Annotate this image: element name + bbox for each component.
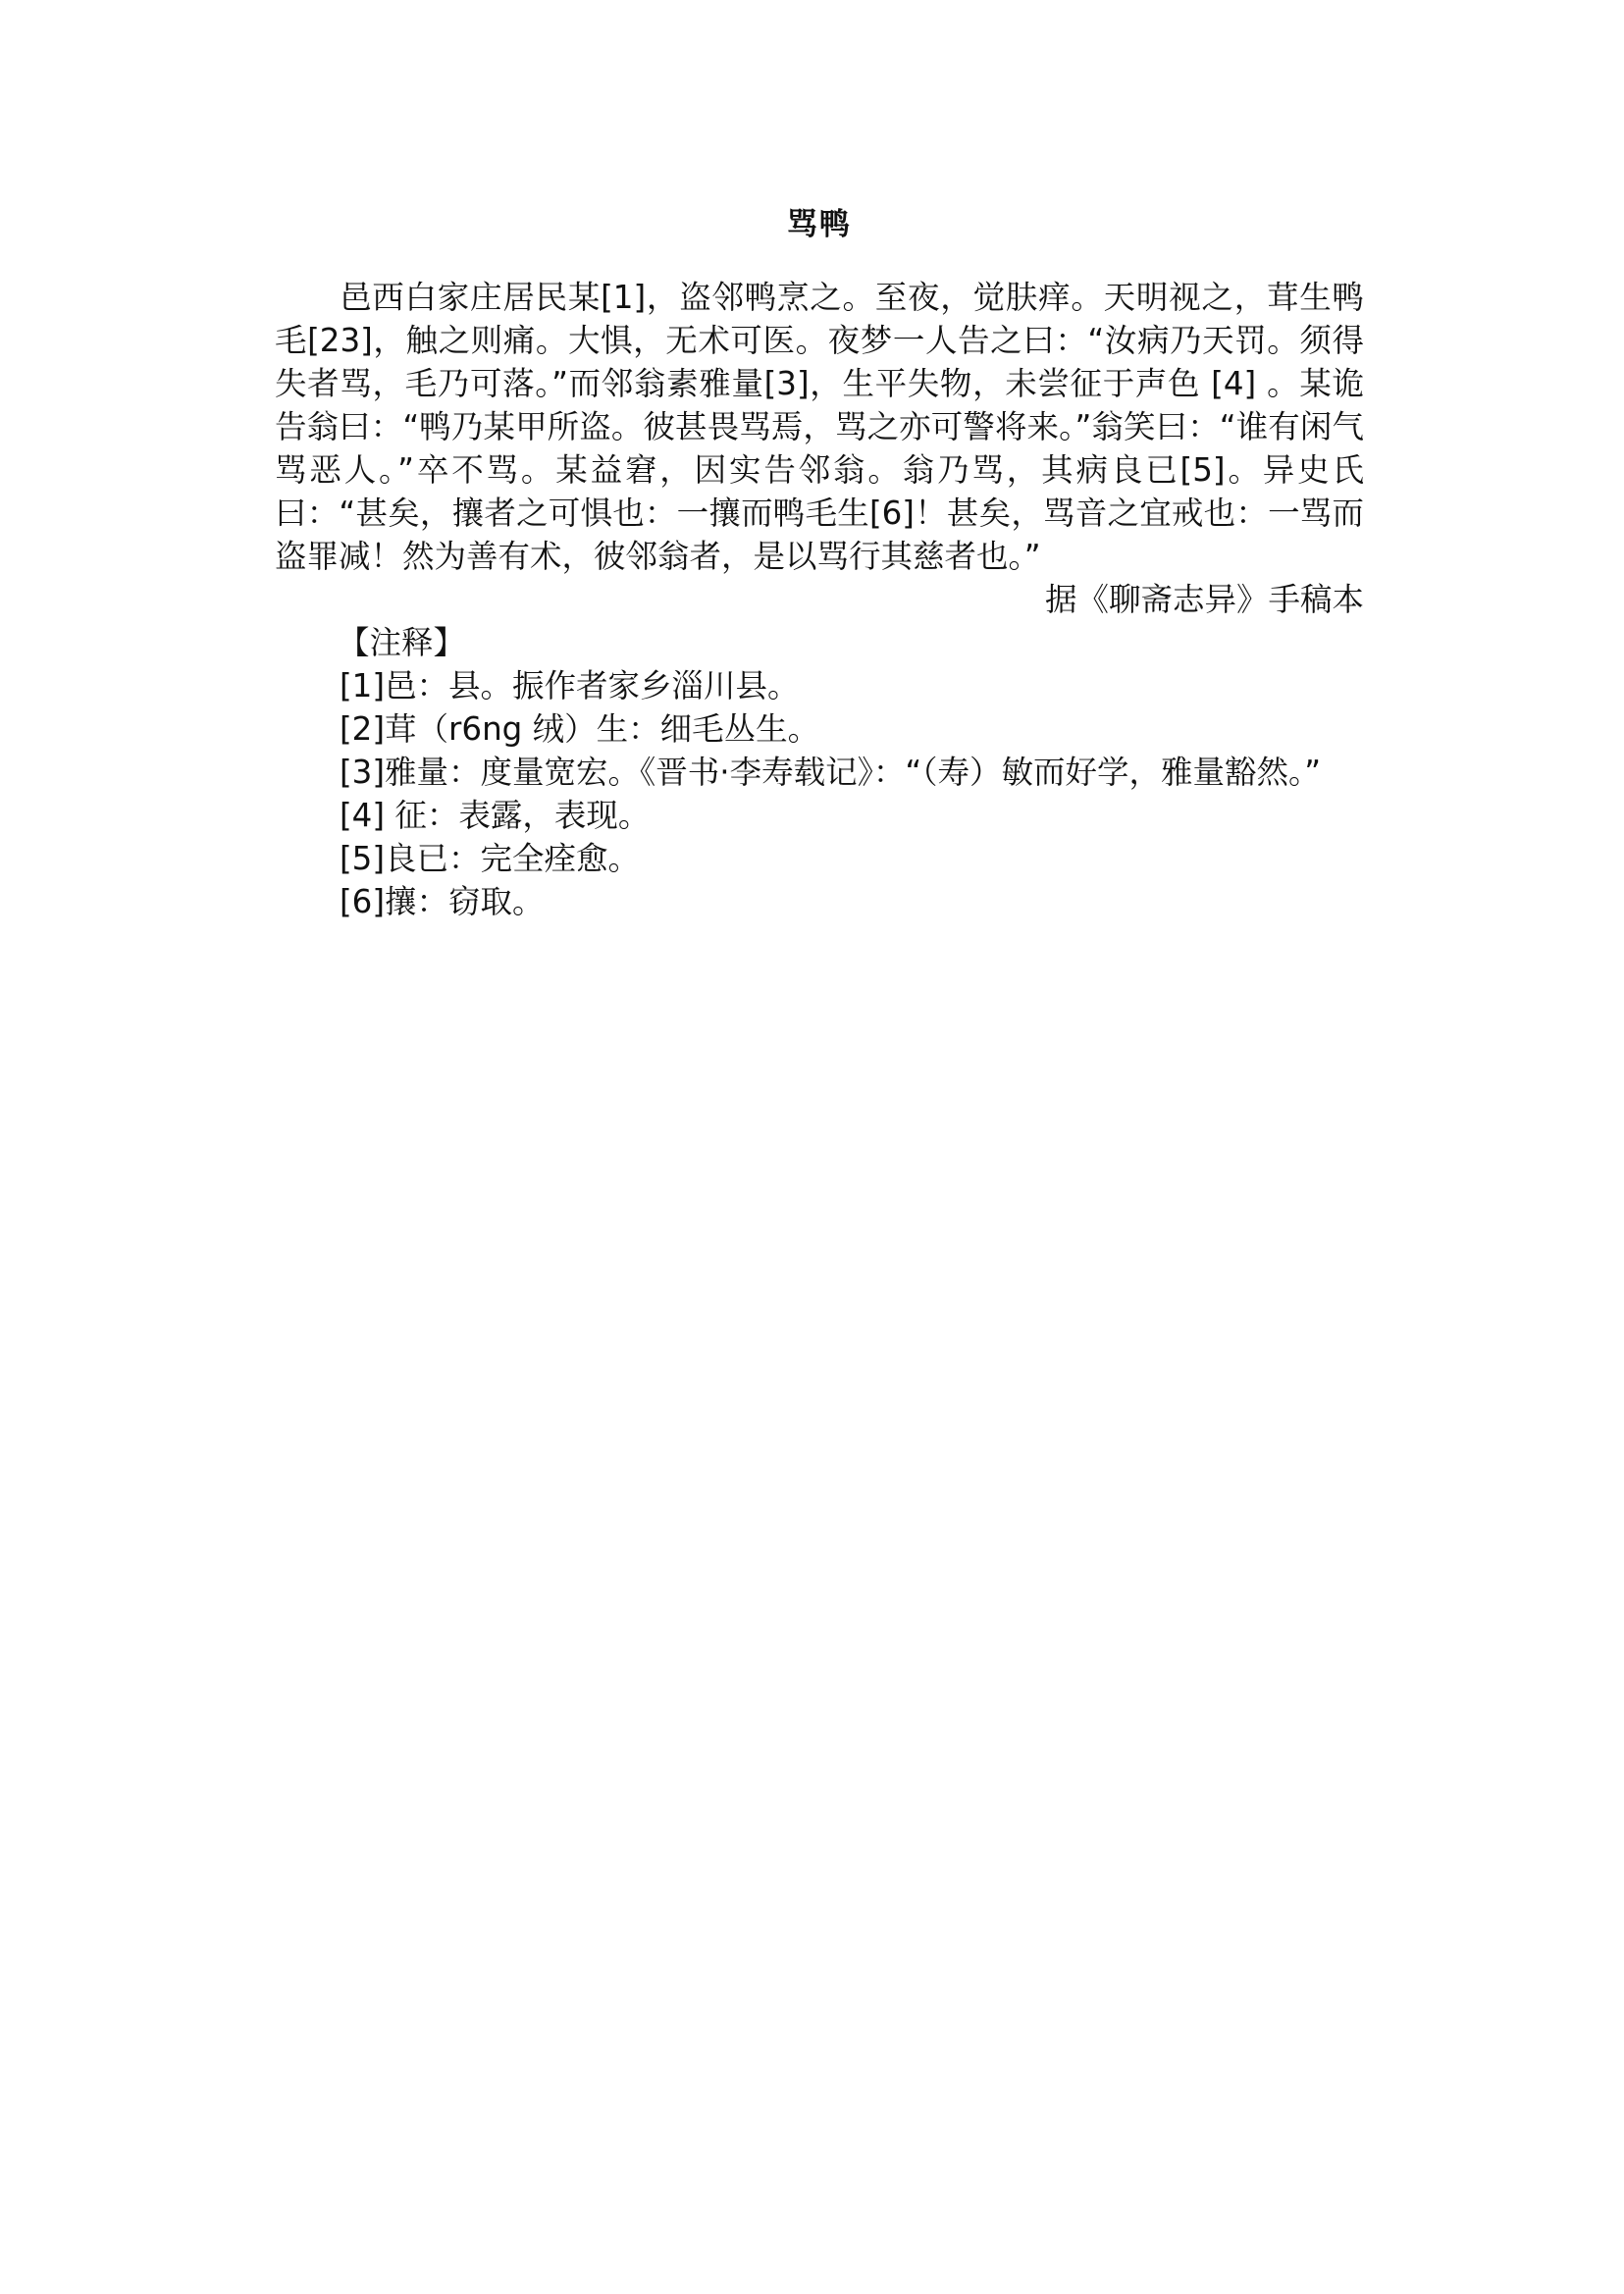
story-paragraph: 邑西白家庄居民某[1]，盗邻鸭烹之。至夜，觉肤痒。天明视之，茸生鸭毛[23]，触之则痛。大惧，无术可医。夜梦一人告之曰：“汝病乃天罚。须得失者骂，毛乃可落。”而邻翁素雅量[3]，生平失物，未尝征于声色 [4] 。某诡告翁曰：“鸭乃某甲所盗。彼甚畏骂焉，骂之亦可警将来。”翁笑曰：“谁有闲气骂恶人。”卒不骂。某益窘，因实告邻翁。翁乃骂，其病良已[5]。异史氏曰：“甚矣，攘者之可惧也：一攘而鸭毛生[6]！甚矣，骂音之宜戒也：一骂而盗罪减！然为善有术，彼邻翁者，是以骂行其慈者也。” bbox=[275, 279, 1364, 575]
document-title: 骂鸭 bbox=[787, 207, 852, 242]
note-4: [4] 征：表露，表现。 bbox=[340, 797, 651, 834]
note-3: [3]雅量：度量宽宏。《晋书·李寿载记》：“（寿）敏而好学，雅量豁然。” bbox=[340, 754, 1322, 791]
source-citation: 据《聊斋志异》手稿本 bbox=[1044, 581, 1364, 618]
note-1: [1]邑：县。振作者家乡淄川县。 bbox=[340, 667, 800, 704]
note-2: [2]茸（r6ng 绒）生：细毛丛生。 bbox=[340, 710, 820, 748]
notes-heading: 【注释】 bbox=[338, 624, 466, 661]
note-5: [5]良已：完全痊愈。 bbox=[340, 840, 641, 877]
document-page bbox=[275, 201, 1364, 923]
note-6: [6]攘：窃取。 bbox=[340, 883, 545, 920]
